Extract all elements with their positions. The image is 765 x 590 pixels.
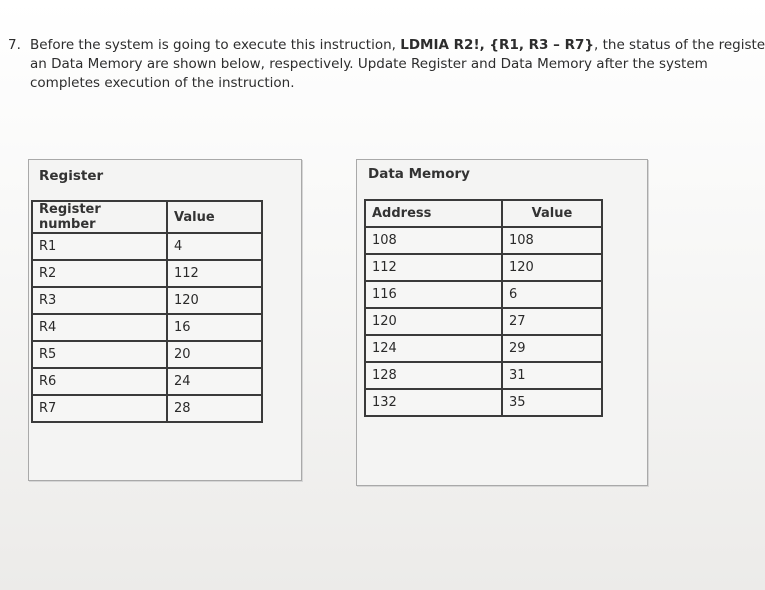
register-value-cell: 28 <box>167 395 262 422</box>
instruction-text: LDMIA R2!, {R1, R3 – R7} <box>400 37 595 53</box>
table-row <box>365 335 602 362</box>
register-value-cell: 4 <box>167 233 262 260</box>
register-name-cell: R3 <box>32 287 167 314</box>
table-row <box>365 308 602 335</box>
table-row <box>32 314 262 341</box>
data-memory-table <box>364 199 603 417</box>
table-row <box>32 233 262 260</box>
table-row <box>365 281 602 308</box>
register-name-cell: R1 <box>32 233 167 260</box>
table-row <box>365 227 602 254</box>
register-value-cell: 112 <box>167 260 262 287</box>
memory-value-cell: 31 <box>502 362 602 389</box>
memory-address-cell: 116 <box>365 281 502 308</box>
register-name-cell: R2 <box>32 260 167 287</box>
question-line-1-post: , the status of the registe <box>594 37 765 53</box>
memory-value-cell: 108 <box>502 227 602 254</box>
question-line-1-pre: Before the system is going to execute this instruction, <box>30 37 401 53</box>
memory-value-cell: 120 <box>502 254 602 281</box>
register-header-value: Value <box>167 201 262 233</box>
register-table <box>31 200 263 423</box>
register-value-cell: 120 <box>167 287 262 314</box>
table-row <box>32 341 262 368</box>
memory-value-cell: 29 <box>502 335 602 362</box>
table-row <box>32 368 262 395</box>
register-name-cell: R5 <box>32 341 167 368</box>
memory-address-cell: 120 <box>365 308 502 335</box>
data-memory-panel <box>356 159 648 486</box>
memory-header-value: Value <box>502 200 602 227</box>
memory-address-cell: 124 <box>365 335 502 362</box>
memory-value-cell: 6 <box>502 281 602 308</box>
table-row <box>365 362 602 389</box>
memory-value-cell: 27 <box>502 308 602 335</box>
table-row <box>32 287 262 314</box>
memory-address-cell: 128 <box>365 362 502 389</box>
register-value-cell: 16 <box>167 314 262 341</box>
question-text <box>30 36 765 93</box>
table-row <box>32 260 262 287</box>
question-line-2: an Data Memory are shown below, respectively. Update Register and Data Memory after the system <box>30 56 708 72</box>
register-name-cell: R7 <box>32 395 167 422</box>
table-row <box>365 389 602 416</box>
register-value-cell: 20 <box>167 341 262 368</box>
data-memory-panel-title: Data Memory <box>368 166 470 182</box>
memory-address-cell: 108 <box>365 227 502 254</box>
memory-header-row <box>365 200 602 227</box>
register-panel-title: Register <box>39 168 104 184</box>
memory-header-address: Address <box>365 200 502 227</box>
memory-value-cell: 35 <box>502 389 602 416</box>
question-number: 7. <box>8 37 21 53</box>
register-header-row <box>32 201 262 233</box>
memory-address-cell: 112 <box>365 254 502 281</box>
register-value-cell: 24 <box>167 368 262 395</box>
table-row <box>32 395 262 422</box>
register-header-name: Register number <box>32 201 167 233</box>
question-line-3: completes execution of the instruction. <box>30 75 295 91</box>
register-name-cell: R4 <box>32 314 167 341</box>
question-line-1 <box>30 36 765 55</box>
memory-address-cell: 132 <box>365 389 502 416</box>
register-name-cell: R6 <box>32 368 167 395</box>
register-panel <box>28 159 302 481</box>
table-row <box>365 254 602 281</box>
